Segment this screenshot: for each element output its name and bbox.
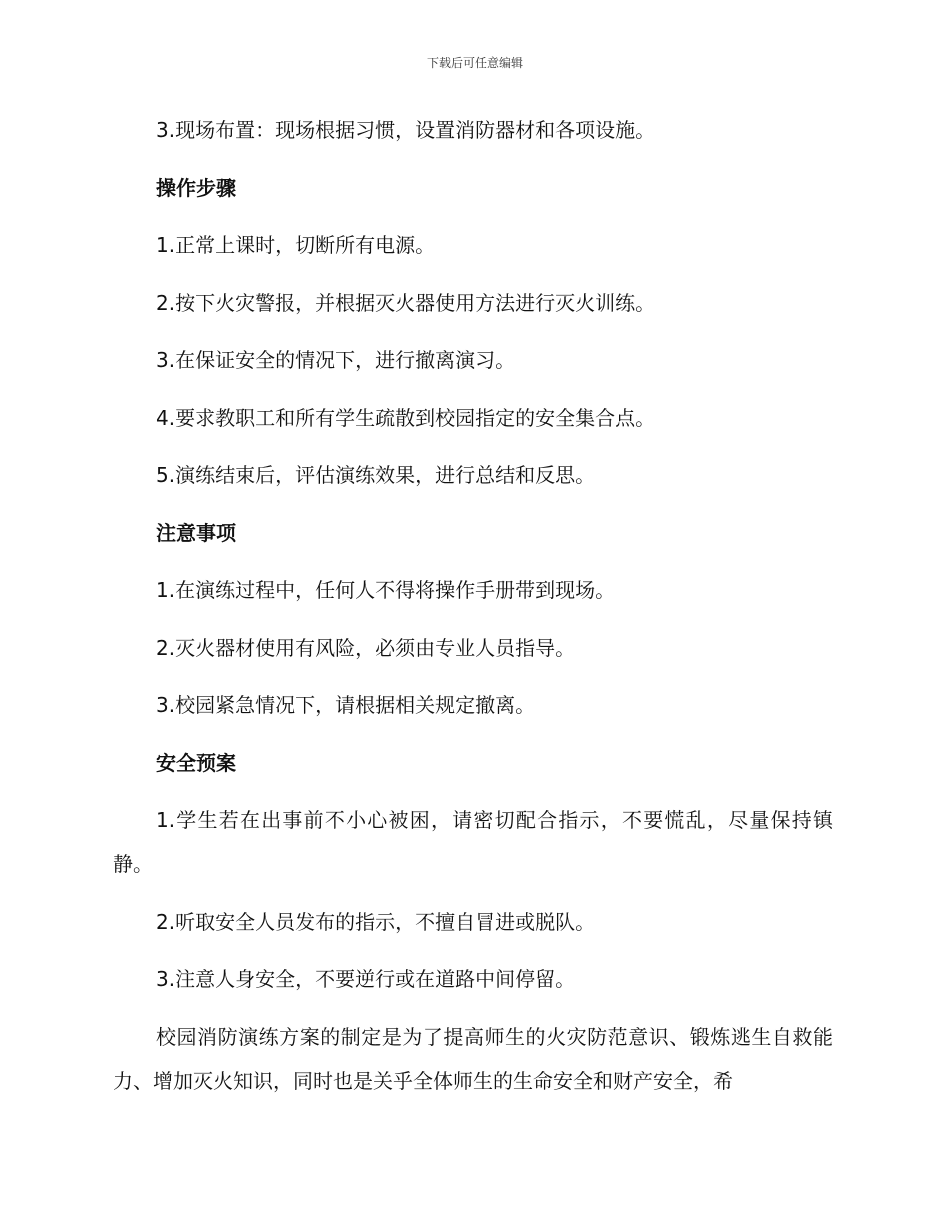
section-heading-notes: 注意事项 (156, 520, 236, 545)
note-item-1: 1.在演练过程中，任何人不得将操作手册带到现场。 (156, 578, 616, 602)
step-item-1: 1.正常上课时，切断所有电源。 (156, 233, 436, 257)
step-item-4: 4.要求教职工和所有学生疏散到校园指定的安全集合点。 (156, 405, 656, 430)
note-item-3: 3.校园紧急情况下，请根据相关规定撤离。 (156, 693, 536, 717)
step-item-3: 3.在保证安全的情况下，进行撤离演习。 (156, 348, 516, 372)
setup-item-3: 3.现场布置：现场根据习惯，设置消防器材和各项设施。 (156, 118, 656, 142)
note-item-2: 2.灭火器材使用有风险，必须由专业人员指导。 (156, 635, 576, 660)
safety-item-1: 1.学生若在出事前不小心被困，请密切配合指示，不要慌乱，尽量保持镇静。 (113, 808, 833, 876)
step-item-5: 5.演练结束后，评估演练效果，进行总结和反思。 (156, 463, 596, 487)
document-body (113, 108, 833, 1116)
safety-item-2: 2.听取安全人员发布的指示，不擅自冒进或脱队。 (156, 909, 596, 934)
step-item-2: 2.按下火灾警报，并根据灭火器使用方法进行灭火训练。 (156, 290, 656, 315)
safety-item-3: 3.注意人身安全，不要逆行或在道路中间停留。 (156, 967, 576, 991)
section-heading-steps: 操作步骤 (156, 175, 236, 200)
section-heading-safety-plan: 安全预案 (156, 750, 236, 775)
conclusion-paragraph: 校园消防演练方案的制定是为了提高师生的火灾防范意识、锻炼逃生自救能力、增加灭火知识，同时也是关乎全体师生的生命安全和财产安全，希 (113, 1024, 833, 1093)
page-header-note: 下载后可任意编辑 (426, 56, 523, 70)
